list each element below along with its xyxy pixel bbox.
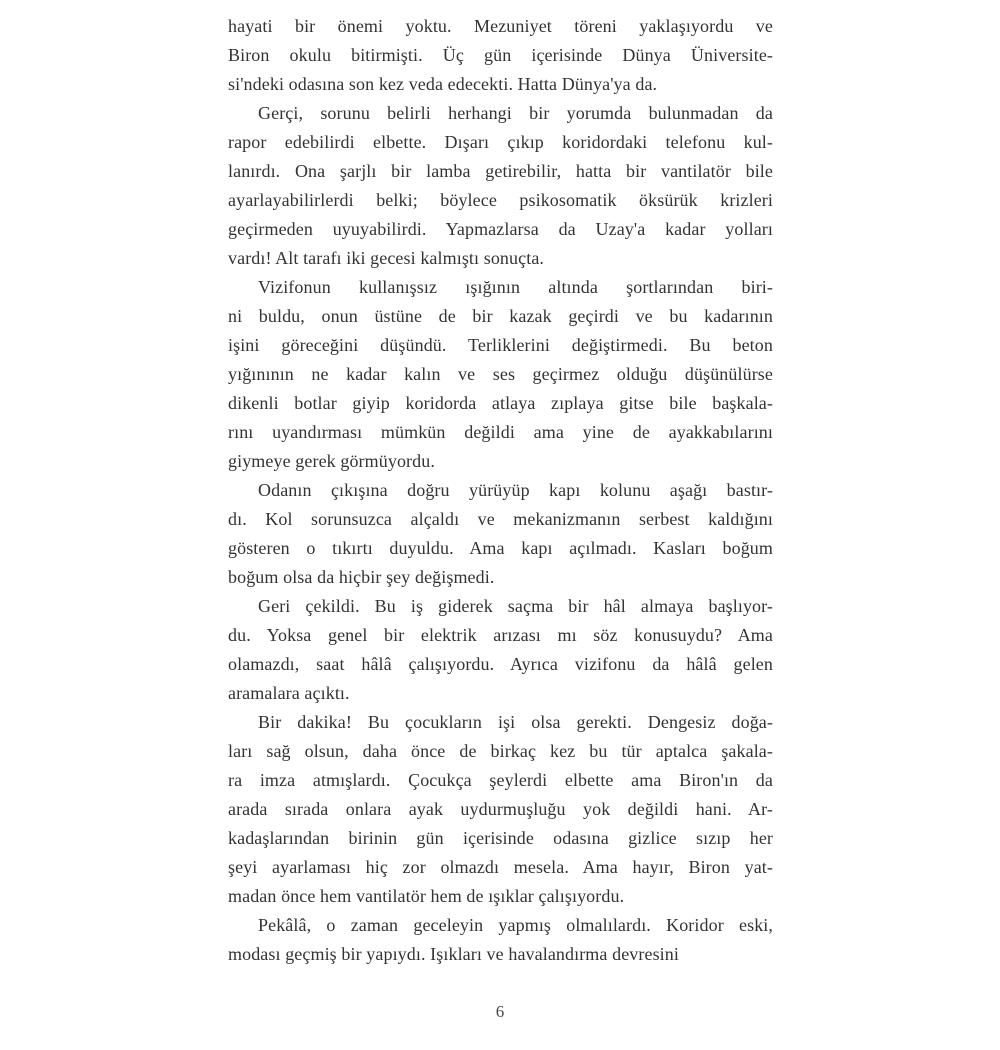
- text-line: Biron okulu bitirmişti. Üç gün içerisinde Dünya Üniversite-: [228, 45, 773, 65]
- text-line: du. Yoksa genel bir elektrik arızası mı söz konusuydu? Ama: [228, 625, 773, 645]
- text-line: olamazdı, saat hâlâ çalışıyordu. Ayrıca vizifonu da hâlâ gelen: [228, 654, 773, 674]
- text-line: Odanın çıkışına doğru yürüyüp kapı kolunu aşağı bastır-: [258, 480, 773, 500]
- text-line: si'ndeki odasına son kez veda edecekti. Hatta Dünya'ya da.: [228, 74, 658, 94]
- text-line: vardı! Alt tarafı iki gecesi kalmıştı sonuçta.: [228, 248, 545, 268]
- text-line: Pekâlâ, o zaman geceleyin yapmış olmalılardı. Koridor eski,: [258, 915, 773, 935]
- text-line: ra imza atmışlardı. Çocukça şeylerdi elbette ama Biron'ın da: [228, 770, 773, 790]
- text-line: aramalara açıktı.: [228, 683, 350, 703]
- text-line: ları sağ olsun, daha önce de birkaç kez bu tür aptalca şakala-: [228, 741, 773, 761]
- text-line: Gerçi, sorunu belirli herhangi bir yorumda bulunmadan da: [258, 103, 773, 123]
- text-line: yığınının ne kadar kalın ve ses geçirmez olduğu düşünülürse: [228, 364, 773, 384]
- text-line: madan önce hem vantilatör hem de ışıklar çalışıyordu.: [228, 886, 625, 906]
- text-line: kadaşlarından birinin gün içerisinde odasına gizlice sızıp her: [228, 828, 773, 848]
- text-line: işini göreceğini düşündü. Terliklerini değiştirmedi. Bu beton: [228, 335, 773, 355]
- text-line: hayati bir önemi yoktu. Mezuniyet töreni yaklaşıyordu ve: [228, 16, 773, 36]
- text-line: Geri çekildi. Bu iş giderek saçma bir hâl almaya başlıyor-: [258, 596, 773, 616]
- text-block: [228, 12, 773, 969]
- text-line: lanırdı. Ona şarjlı bir lamba getirebilir, hatta bir vantilatör bile: [228, 161, 773, 181]
- text-line: arada sırada onlara ayak uydurmuşluğu yok değildi hani. Ar-: [228, 799, 773, 819]
- text-line: Vizifonun kullanışsız ışığının altında şortlarından biri-: [258, 277, 773, 297]
- text-line: Bir dakika! Bu çocukların işi olsa gerekti. Dengesiz doğa-: [258, 712, 773, 732]
- text-line: gösteren o tıkırtı duyuldu. Ama kapı açılmadı. Kasları boğum: [228, 538, 773, 558]
- text-line: boğum olsa da hiçbir şey değişmedi.: [228, 567, 495, 587]
- text-line: modası geçmiş bir yapıydı. Işıkları ve havalandırma devresini: [228, 944, 679, 964]
- text-line: rapor edebilirdi elbette. Dışarı çıkıp koridordaki telefonu kul-: [228, 132, 773, 152]
- text-line: giymeye gerek görmüyordu.: [228, 451, 435, 471]
- text-line: ni buldu, onun üstüne de bir kazak geçirdi ve bu kadarının: [228, 306, 773, 326]
- text-line: dikenli botlar giyip koridorda atlaya zıplaya gitse bile başkala-: [228, 393, 773, 413]
- text-line: ayarlayabilirlerdi belki; böylece psikosomatik öksürük krizleri: [228, 190, 773, 210]
- text-line: dı. Kol sorunsuzca alçaldı ve mekanizmanın serbest kaldığını: [228, 509, 773, 529]
- page-number: 6: [495, 1002, 505, 1021]
- text-line: şeyi ayarlaması hiç zor olmazdı mesela. Ama hayır, Biron yat-: [228, 857, 773, 877]
- text-line: rını uyandırması mümkün değildi ama yine de ayakkabılarını: [228, 422, 773, 442]
- text-line: geçirmeden uyuyabilirdi. Yapmazlarsa da Uzay'a kadar yolları: [228, 219, 773, 239]
